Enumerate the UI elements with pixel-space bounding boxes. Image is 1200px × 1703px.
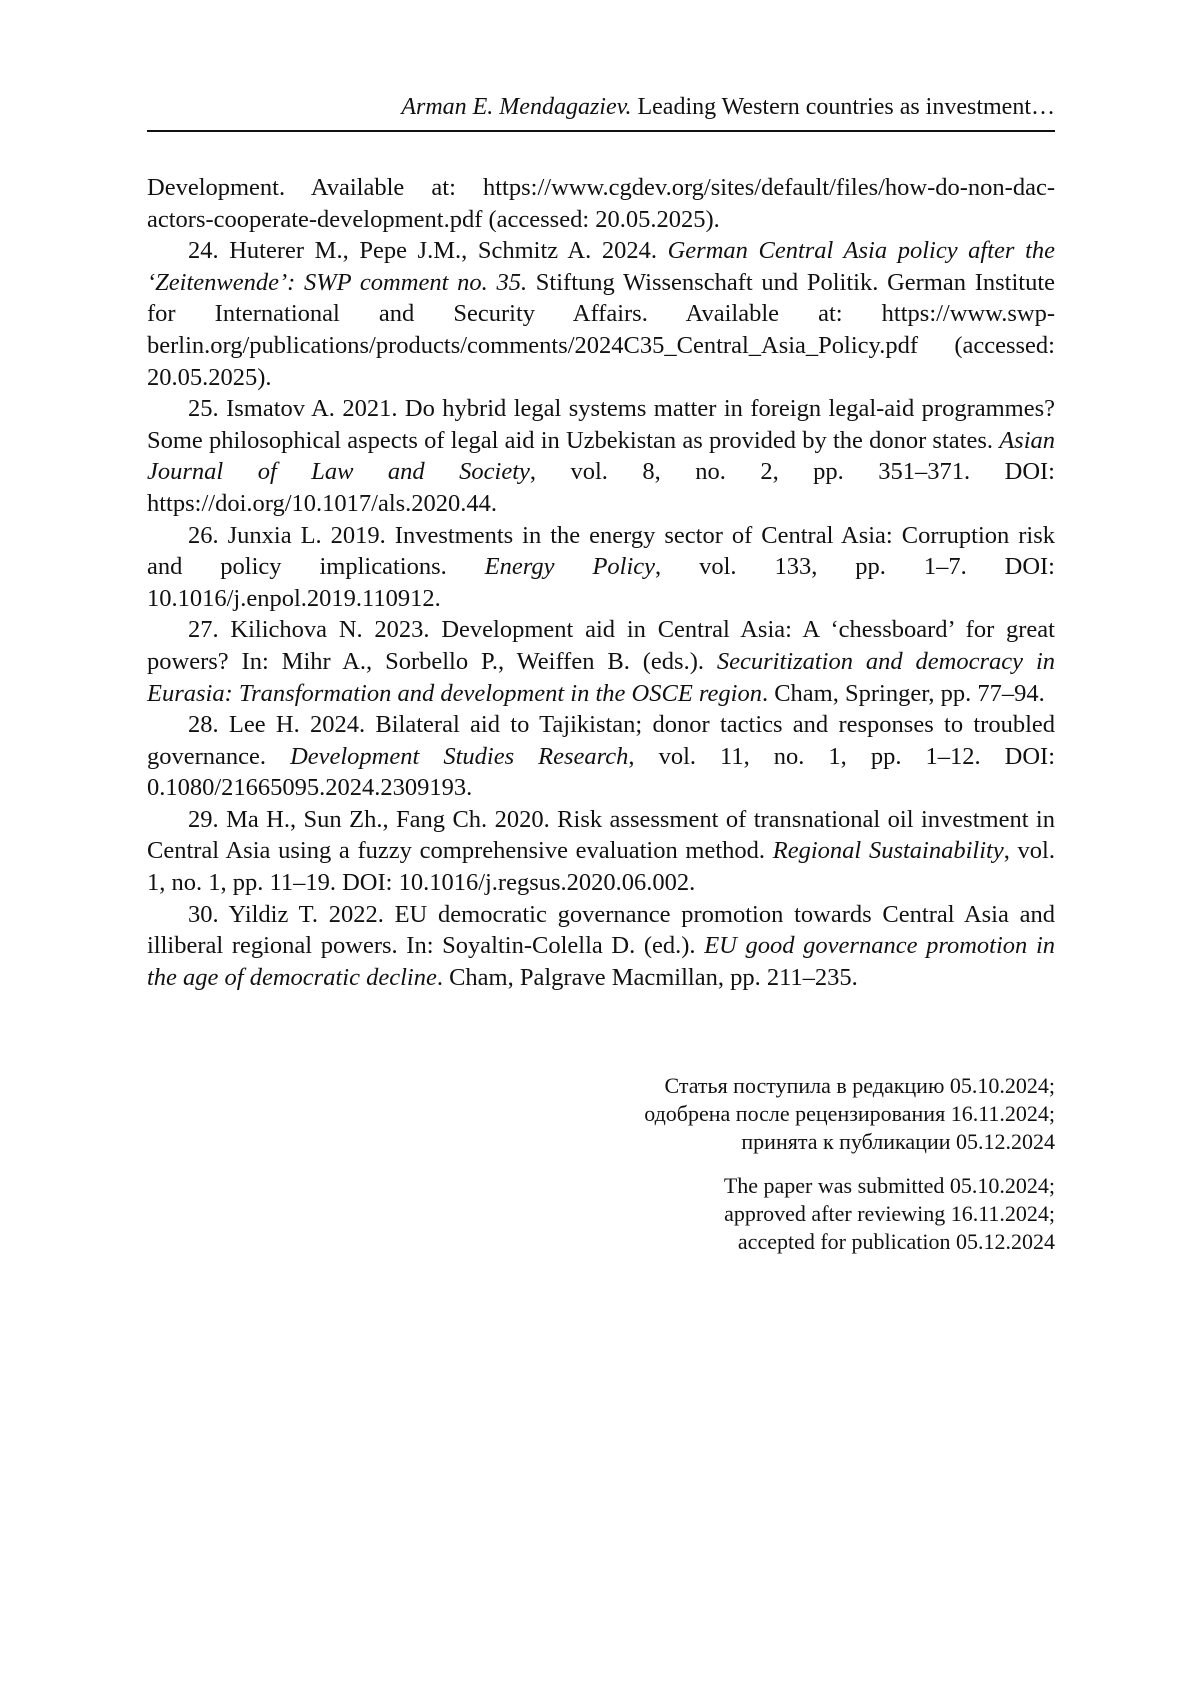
reference-text: , vol. 11, no. 1, pp. 1–12. DOI: 0.1080/21665095.2024.2309193. — [147, 742, 1055, 802]
reference-italic-text: Energy Policy — [484, 553, 656, 581]
reference-text: . Cham, Springer, pp. 77–94. — [761, 679, 1045, 707]
reference-entry — [147, 393, 1055, 519]
running-head — [147, 92, 1055, 132]
reference-entry — [147, 520, 1055, 615]
reference-text: 26. Junxia L. 2019. Investments in the energy sector of Central Asia: Corruption risk and policy implications. — [147, 521, 1055, 581]
reference-text: , vol. 133, pp. 1–7. DOI: 10.1016/j.enpol.2019.110912. — [147, 553, 1055, 612]
reference-text: Stiftung Wissenschaft und Politik. German Institute for International and Security Affairs. Available at: https://www.swp-berlin.org/publications/products/comments/2024C35_Central_Asia_Policy.pdf (accessed: 20.05.2025). — [147, 268, 1055, 391]
date-accepted-en: accepted for publication 05.12.2024 — [737, 1229, 1055, 1254]
reference-entry — [147, 899, 1055, 994]
reference-text: Development. Available at: https://www.cgdev.org/sites/default/files/how-do-non-dac-actors-cooperate-development.pdf (accessed: 20.05.2025). — [147, 174, 1055, 233]
reference-text: 27. Kilichova N. 2023. Development aid in Central Asia: A ‘chessboard’ for great powers? In: Mihr A., Sorbello P., Weiffen B. (eds.). — [147, 616, 1055, 675]
running-head-title: Leading Western countries as investment… — [631, 94, 1055, 120]
reference-entry — [147, 614, 1055, 709]
reference-text: , vol. 1, no. 1, pp. 11–19. DOI: 10.1016/j.regsus.2020.06.002. — [147, 837, 1055, 897]
reference-text: 24. Huterer M., Pepe J.M., Schmitz A. 2024. — [188, 237, 668, 265]
reference-entry — [147, 804, 1055, 899]
reference-text: , vol. 8, no. 2, pp. 351–371. DOI: https://doi.org/10.1017/als.2020.44. — [147, 458, 1055, 517]
reference-italic-text: EU good governance promotion in the age of democratic decline — [147, 932, 1055, 991]
reference-text: 30. Yildiz T. 2022. EU democratic governance promotion towards Central Asia and illiberal regional powers. In: Soyaltin-Colella D. (ed.). — [147, 900, 1055, 960]
date-approved-en: approved after reviewing 16.11.2024; — [724, 1201, 1055, 1226]
publication-dates-en — [500, 1172, 1055, 1256]
reference-text: 29. Ma H., Sun Zh., Fang Ch. 2020. Risk assessment of transnational oil investment in Central Asia using a fuzzy comprehensive evaluation method. — [147, 805, 1055, 865]
reference-list — [147, 172, 1055, 993]
date-submitted-en: The paper was submitted 05.10.2024; — [723, 1173, 1055, 1198]
reference-text: 25. Ismatov A. 2021. Do hybrid legal systems matter in foreign legal-aid programmes? Some philosophical aspects of legal aid in Uzbekistan as provided by the donor states. — [147, 395, 1055, 454]
reference-italic-text: German Central Asia policy after the ‘Zeitenwende’: SWP comment no. 35. — [147, 237, 1055, 296]
running-head-author: Arman E. Mendagaziev. — [401, 94, 632, 120]
reference-italic-text: Regional Sustainability — [772, 837, 1004, 865]
publication-dates-ru — [500, 1072, 1055, 1156]
reference-italic-text: Asian Journal of Law and Society — [147, 426, 1055, 486]
date-accepted-ru: принята к публикации 05.12.2024 — [741, 1129, 1055, 1154]
date-submitted-ru: Статья поступила в редакцию 05.10.2024; — [664, 1073, 1055, 1098]
date-approved-ru: одобрена после рецензирования 16.11.2024; — [644, 1101, 1055, 1126]
reference-entry — [147, 172, 1055, 235]
reference-text: 28. Lee H. 2024. Bilateral aid to Tajikistan; donor tactics and responses to troubled governance. — [147, 711, 1055, 770]
reference-italic-text: Development Studies Research — [290, 742, 629, 770]
reference-text: . Cham, Palgrave Macmillan, pp. 211–235. — [436, 963, 858, 991]
reference-entry — [147, 235, 1055, 393]
reference-italic-text: Securitization and democracy in Eurasia: Transformation and development in the OSCE region — [147, 647, 1055, 707]
reference-entry — [147, 709, 1055, 804]
